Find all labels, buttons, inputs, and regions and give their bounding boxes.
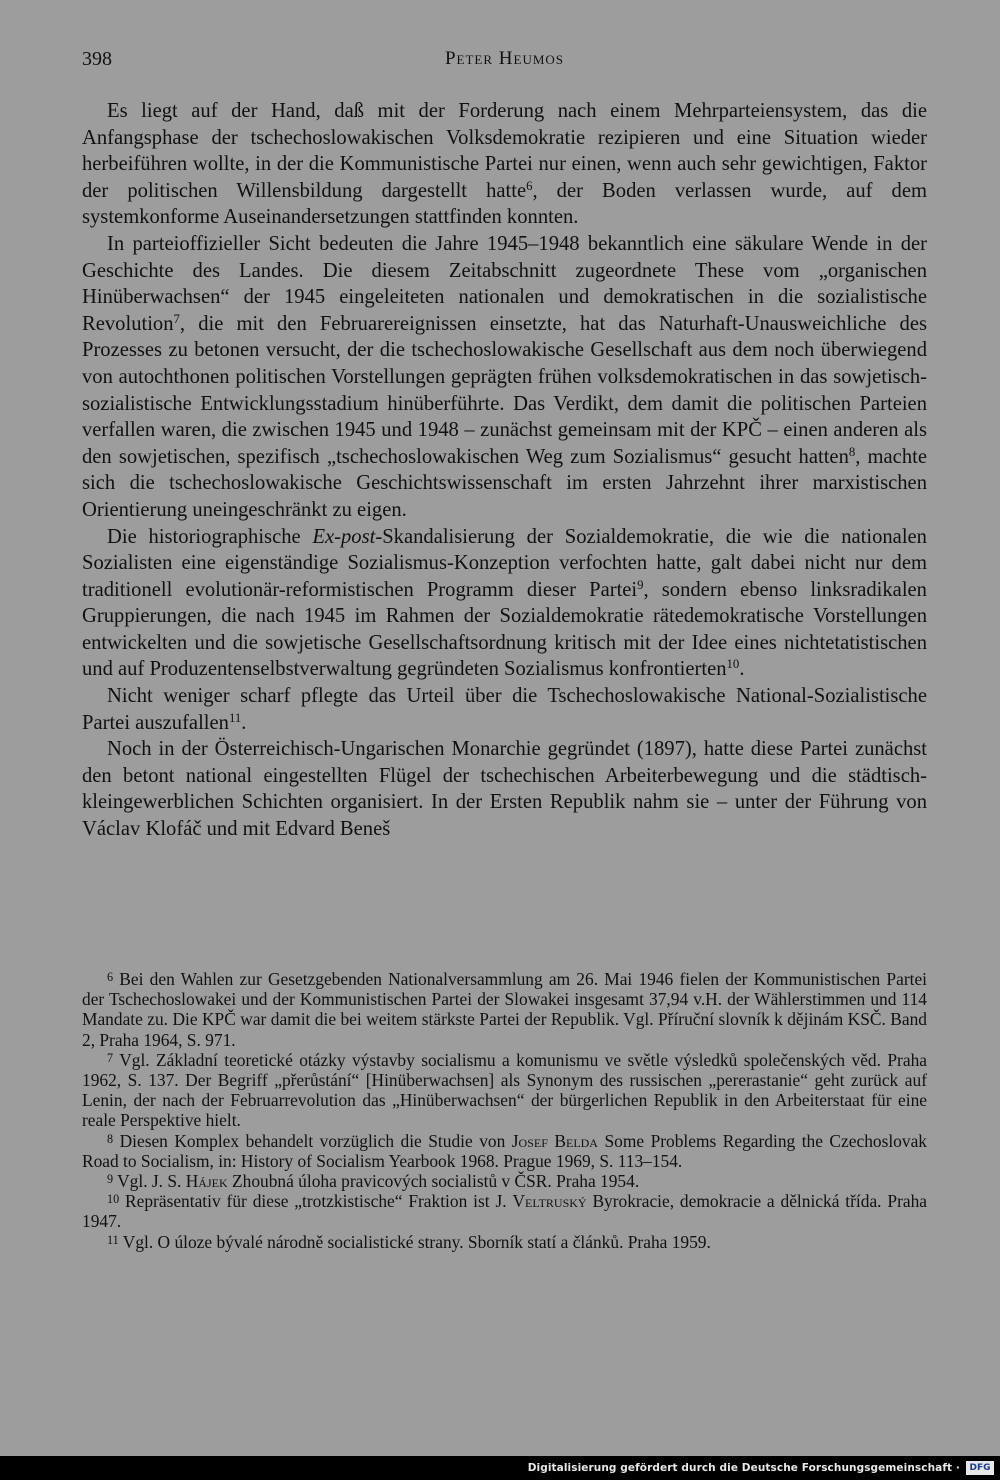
text-run: . (241, 711, 247, 734)
footnote-reference: 6 (526, 178, 533, 193)
footnote-reference: 9 (637, 577, 644, 592)
running-head: Peter Heumos (444, 48, 565, 69)
text-run: Vgl. J. S. (117, 1171, 186, 1192)
footer-bar (0, 1456, 1000, 1480)
text-run: Skandalisierung der Sozialdemokratie, die wie die nationalen Sozialisten eine eigenständige Sozialismus-Konzeption verfochten hatte, galt dabei nicht nur dem traditionell evolutionär-reformistischen Programm dieser Partei (82, 525, 927, 601)
footnote-reference: 8 (848, 444, 856, 459)
footnote-number: 8 (107, 1131, 114, 1146)
author-name: Josef Belda (511, 1130, 598, 1151)
page-header (82, 48, 927, 74)
dfg-logo: DFG (966, 1461, 994, 1475)
author-name: Hájek (185, 1171, 228, 1192)
footnote (82, 969, 927, 1050)
footnote-number: 6 (107, 969, 114, 984)
text-run: Noch in der Österreichisch-Ungarischen Monarchie gegründet (1897), hatte diese Partei zunächst den betont national eingestellten Flügel der tschechischen Arbeiterbewegung und die städtisch-kleingewerblichen Schichten organisiert. In der Ersten Republik nahm sie – unter der Führung von Václav Klofáč und mit Edvard Beneš (82, 738, 927, 841)
text-run: Vgl. O úloze bývalé národně socialistické strany. Sborník statí a článků. Praha 1959. (122, 1231, 711, 1252)
text-run: Nicht weniger scharf pflegte das Urteil über die Tschechoslowakische National-Sozialistische Partei auszufallen (82, 685, 927, 734)
text-run: In parteioffizieller Sicht bedeuten die Jahre 1945–1948 bekanntlich eine säkulare Wende in der Geschichte des Landes. Die diesem Zeitabschnitt zugeordnete These vom „organischen Hinüberwachsen“ der 1945 eingeleiteten nationalen und demokratischen in die sozialistische Revolution (82, 232, 927, 335)
italic-text: Ex-post- (312, 525, 383, 548)
text-run: Repräsentativ für diese „trotzkistische“ Fraktion ist J. (125, 1191, 513, 1212)
footnote (82, 1050, 927, 1131)
footnote (82, 1171, 927, 1191)
funding-note: Digitalisierung gefördert durch die Deutsche Forschungsgemeinschaft · (527, 1462, 960, 1474)
footnote (82, 1232, 927, 1252)
paragraph (82, 736, 927, 842)
paragraph (82, 98, 927, 231)
footnote-number: 9 (107, 1171, 114, 1186)
text-run: , machte sich die tschechoslowakische Geschichtswissenschaft im ersten Jahrzehnt ihrer marxistischen Orientierung uneingeschränkt zu eigen. (82, 445, 927, 521)
text-run: , die mit den Februarereignissen einsetzte, hat das Naturhaft-Unausweichliche des Prozesses zu betonen versucht, der die tschechoslowakische Gesellschaft aus dem noch überwiegend von autochthonen politischen Vorstellungen geprägten frühen volksdemokratischen in das sowjetisch-sozialistische Entwicklungsstadium hinüberführte. Das Verdikt, dem damit die politischen Parteien verfallen waren, die zwischen 1945 und 1948 – zunächst gemeinsam mit der KPČ – einen anderen als den sowjetischen, spezifisch „tschechoslowakischen Weg zum Sozialismus“ gesucht hatten (82, 312, 927, 468)
page-number: 398 (82, 48, 112, 70)
footnote (82, 1191, 927, 1231)
paragraph (82, 231, 927, 524)
text-run: Zhoubná úloha pravicových socialistů v ČSR. Praha 1954. (227, 1171, 640, 1192)
footnote-reference: 10 (726, 657, 740, 672)
footnotes (82, 969, 927, 1252)
text-run: Some Problems Regarding the Czechoslovak Road to Socialism, in: History of Socialism Yearbook 1968. Prague 1969, S. 113–154. (82, 1130, 927, 1171)
text-run: , der Boden verlassen wurde, auf dem systemkonforme Auseinandersetzungen stattfinden konnten. (82, 179, 928, 229)
text-run: Die historiographische (107, 525, 313, 548)
text-run: Es liegt auf der Hand, daß mit der Forderung nach einem Mehrparteiensystem, das die Anfangsphase der tschechoslowakischen Volksdemokratie rezipieren und eine Situation wieder herbeiführen wollte, in der die Kommunistische Partei nur einen, wenn auch sehr gewichtigen, Faktor der politischen Willensbildung dargestellt hatte (82, 100, 927, 202)
footnote-reference: 7 (173, 311, 180, 326)
footnote (82, 1131, 927, 1171)
body-text (82, 98, 927, 843)
footnote-number: 11 (107, 1232, 119, 1247)
footnote-reference: 11 (228, 710, 242, 725)
paragraph (82, 683, 927, 736)
text-run: Diesen Komplex behandelt vorzüglich die Studie von (119, 1130, 512, 1151)
text-run: Vgl. Základní teoretické otázky výstavby socialismu a komunismu ve světle výsledků společenských věd. Praha 1962, S. 137. Der Begriff „přerůstání“ [Hinüberwachsen] als Synonym des russischen „pererastanie“ geht zurück auf Lenin, der nach der Februarrevolution das „Hinüberwachsen“ der bürgerlichen Republik in den Arbeiterstaat für eine reale Perspektive hielt. (82, 1049, 927, 1131)
paragraph (82, 524, 927, 684)
text-run: Bei den Wahlen zur Gesetzgebenden Nationalversammlung am 26. Mai 1946 fielen der Kommunistischen Partei der Tschechoslowakei und der Kommunistischen Partei der Slowakei insgesamt 37,94 v.H. der Wählerstimmen und 114 Mandate zu. Die KPČ war damit die bei weitem stärkste Partei der Republik. Vgl. Příruční slovník k dějinám KSČ. Band 2, Praha 1964, S. 971. (82, 969, 927, 1050)
footnote-number: 10 (107, 1191, 120, 1206)
text-run: . (739, 658, 745, 681)
text-run: , sondern ebenso linksradikalen Gruppierungen, die nach 1945 im Rahmen der Sozialdemokratie rätedemokratische Vorstellungen entwickelten und die sowjetische Gesellschaftsordnung kritisch mit der Idee eines nichtetatistischen und auf Produzentenselbstverwaltung gegründeten Sozialismus konfrontierten (82, 578, 927, 681)
author-name: Veltruský (512, 1191, 587, 1212)
text-run: Byrokracie, demokracie a dělnická třída. Praha 1947. (82, 1191, 927, 1232)
footnote-number: 7 (107, 1050, 114, 1065)
